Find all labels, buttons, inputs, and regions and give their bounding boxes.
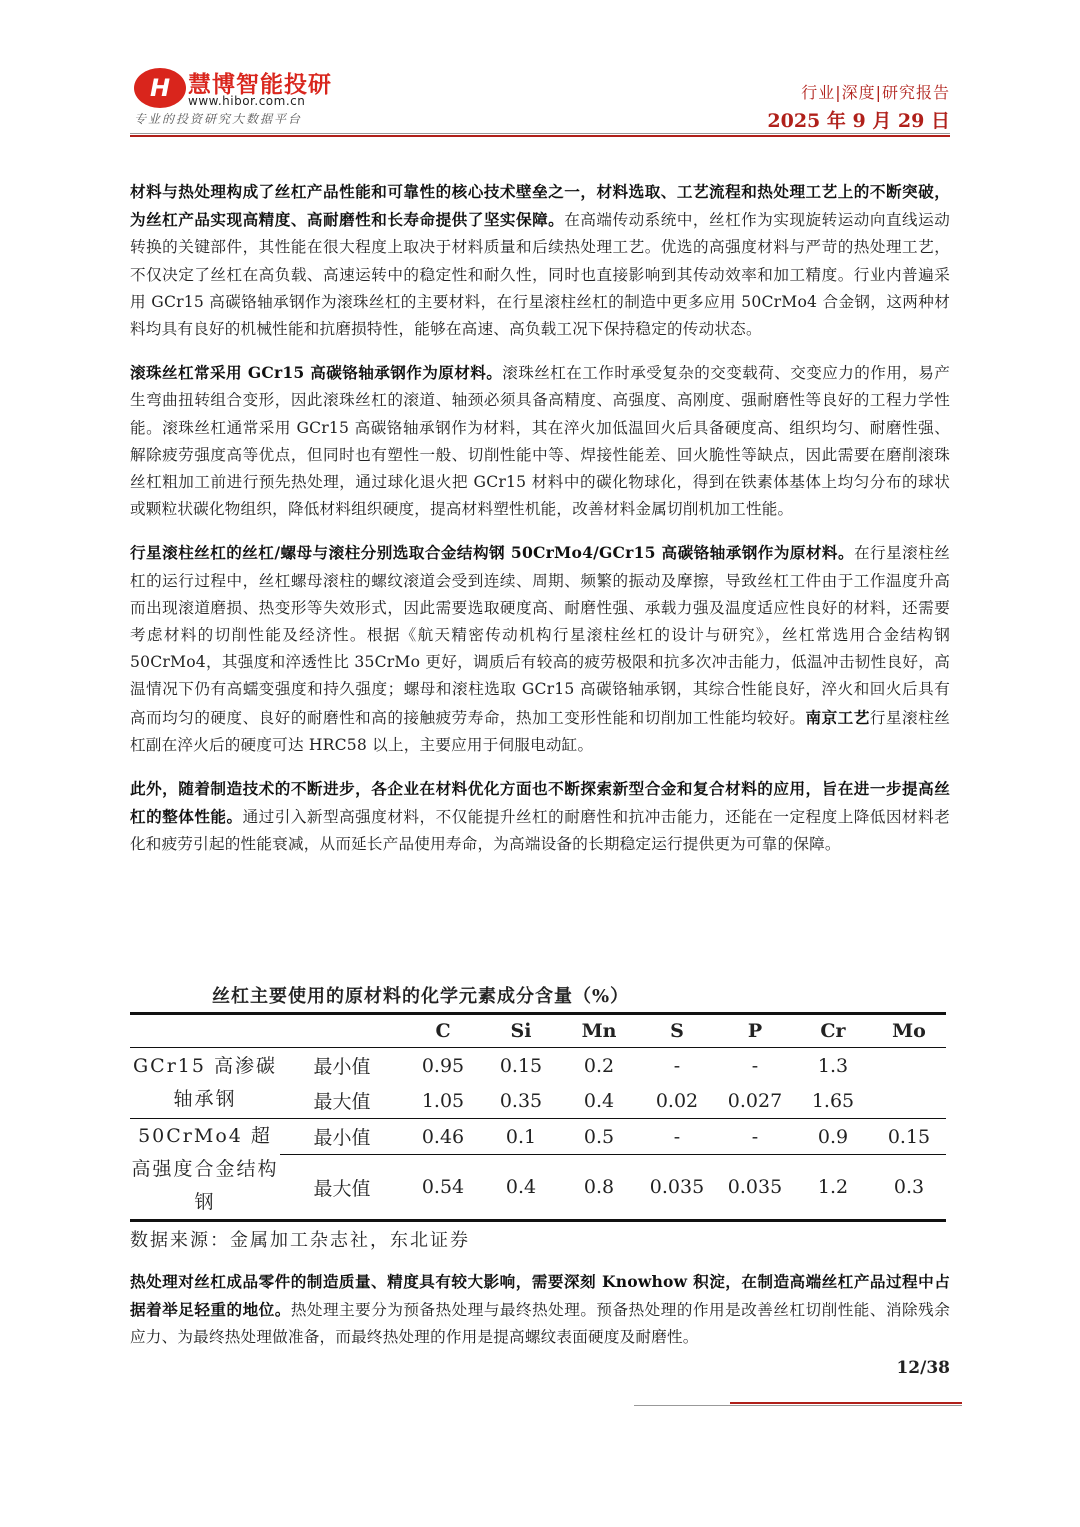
logo-name: 慧博智能投研 bbox=[188, 72, 332, 98]
table-cell: 1.3 bbox=[817, 1054, 849, 1077]
table-cell: 0.3 bbox=[872, 1155, 946, 1221]
table-cell: 0.15 bbox=[872, 1119, 946, 1155]
table-cell: 0.15 bbox=[499, 1054, 543, 1077]
table-cell: 0.95 bbox=[421, 1054, 465, 1077]
table-cell: 0.35 bbox=[482, 1083, 560, 1119]
table-cell: 0.035 bbox=[638, 1155, 716, 1221]
table-cell: - bbox=[751, 1054, 759, 1077]
table-cell: 0.46 bbox=[404, 1119, 482, 1155]
page-header bbox=[0, 0, 1080, 140]
table-header-row bbox=[130, 1014, 946, 1048]
paragraph-text: 在行星滚柱丝杠的运行过程中，丝杠螺母滚柱的螺纹滚道会受到连续、周期、频繁的振动及摩擦，导致丝杠工件由于工作温度升高而出现滚道磨损、热变形等失效形式，因此需要选取硬度高、耐磨性强、承载力强及温度适应性良好的材料，还需要考虑材料的切削性能及经济性。根据《航天精密传动机构行星滚柱丝杠的设计与研究》，丝杠常选用合金结构钢 50CrMo4，其强度和淬透性比 35CrMo 更好，调质后有较高的疲劳极限和抗多次冲击能力，低温冲击韧性良好，高温情况下仍有高蠕变强度和持久强度；螺母和滚柱选取 GCr15 高碳铬轴承钢，其综合性能良好，淬火和回火后具有高而均匀的硬度、良好的耐磨性和高的接触疲劳寿命，热加工变形性能和切削加工性能均较好。 bbox=[130, 544, 951, 727]
paragraph-heat-treatment bbox=[130, 1268, 950, 1352]
header-divider-accent bbox=[130, 135, 950, 137]
company-name: 南京工艺 bbox=[805, 707, 870, 727]
table-row bbox=[130, 1048, 946, 1084]
body-content-continued bbox=[130, 1268, 950, 1368]
column-header: Si bbox=[482, 1014, 560, 1048]
table-cell: 0.02 bbox=[638, 1083, 716, 1119]
paragraph-new-materials bbox=[130, 775, 950, 859]
table-cell: 1.2 bbox=[794, 1155, 872, 1221]
hibor-logo-icon: H bbox=[134, 68, 186, 108]
table-cell: 1.65 bbox=[794, 1083, 872, 1119]
column-header: Mo bbox=[872, 1014, 946, 1048]
material-name: 50CrMo4 超高强度合金结构钢 bbox=[130, 1119, 280, 1221]
paragraph-text: 通过引入新型高强度材料，不仅能提升丝杠的耐磨性和抗冲击能力，还能在一定程度上降低因材料老化和疲劳引起的性能衰减，从而延长产品使用寿命，为高端设备的长期稳定运行提供更为可靠的保障。 bbox=[130, 808, 950, 854]
material-name: GCr15 高渗碳轴承钢 bbox=[130, 1048, 280, 1119]
table-cell: 0.4 bbox=[560, 1083, 638, 1119]
table-cell: 0.9 bbox=[794, 1119, 872, 1155]
paragraph-text: 在高端传动系统中，丝杠作为实现旋转运动向直线运动转换的关键部件，其性能在很大程度上取决于材料质量和后续热处理工艺。优选的高强度材料与严苛的热处理工艺，不仅决定了丝杠在高负载、高速运转中的稳定性和耐久性，同时也直接影响到其传动效率和加工精度。行业内普遍采用 GCr15 高碳铬轴承钢作为滚珠丝杠的主要材料，在行星滚柱丝杠的制造中更多应用 50CrMo4 合金钢，这两种材料均具有良好的机械性能和抗磨损特性，能够在高速、高负载工况下保持稳定的传动状态。 bbox=[130, 211, 950, 339]
table-cell: 0.4 bbox=[482, 1155, 560, 1221]
paragraph-ball-screw bbox=[130, 359, 950, 523]
paragraph-lead: 热处理对丝杠成品零件的制造质量、精度具有较大影响，需要深刻 Knowhow 积淀，在制造高端丝杠产品过程中占据着举足轻重的地位。 bbox=[130, 1272, 950, 1320]
chemical-composition-table bbox=[130, 982, 946, 1252]
column-header: Mn bbox=[560, 1014, 638, 1048]
report-date: 2025 年 9 月 29 日 bbox=[767, 110, 950, 132]
footer-divider-accent bbox=[730, 1402, 962, 1404]
column-header: Cr bbox=[794, 1014, 872, 1048]
paragraph-roller-screw bbox=[130, 539, 950, 759]
table-cell: 0.1 bbox=[482, 1119, 560, 1155]
body-content bbox=[130, 178, 950, 875]
column-header: C bbox=[404, 1014, 482, 1048]
footer-divider bbox=[634, 1405, 962, 1406]
row-label: 最大值 bbox=[280, 1155, 404, 1221]
table-cell: - bbox=[716, 1119, 794, 1155]
row-label: 最小值 bbox=[313, 1056, 371, 1078]
table-title: 丝杠主要使用的原材料的化学元素成分含量（%） bbox=[212, 986, 630, 1007]
row-label: 最小值 bbox=[280, 1119, 404, 1155]
table-cell: - bbox=[638, 1119, 716, 1155]
table-source: 数据来源：金属加工杂志社，东北证券 bbox=[130, 1230, 470, 1251]
table-row bbox=[130, 1119, 946, 1155]
composition-table bbox=[130, 1012, 946, 1222]
paragraph-text: 热处理主要分为预备热处理与最终热处理。预备热处理的作用是改善丝杠切削性能、消除残余应力、为最终热处理做准备，而最终热处理的作用是提高螺纹表面硬度及耐磨性。 bbox=[130, 1301, 950, 1347]
table-cell: - bbox=[673, 1054, 681, 1077]
paragraph-lead: 滚珠丝杠常采用 GCr15 高碳铬轴承钢作为原材料。 bbox=[130, 363, 503, 383]
table-cell: 0.027 bbox=[716, 1083, 794, 1119]
logo-slogan: 专业的投资研究大数据平台 bbox=[134, 112, 303, 126]
table-cell bbox=[872, 1083, 946, 1119]
paragraph-materials bbox=[130, 178, 950, 343]
column-header: P bbox=[716, 1014, 794, 1048]
table-cell: 0.8 bbox=[560, 1155, 638, 1221]
column-header: S bbox=[638, 1014, 716, 1048]
paragraph-lead: 行星滚柱丝杠的丝杠/螺母与滚柱分别选取合金结构钢 50CrMo4/GCr15 高碳铬轴承钢作为原材料。 bbox=[130, 543, 855, 563]
paragraph-text: 滚珠丝杠在工作时承受复杂的交变载荷、交变应力的作用，易产生弯曲扭转组合变形，因此滚珠丝杠的滚道、轴颈必须具备高精度、高强度、高刚度、强耐磨性等良好的工程力学性能。滚珠丝杠通常采用 GCr15 高碳铬轴承钢作为材料，其在淬火加低温回火后具备硬度高、组织均匀、耐磨性强、解除疲劳强度高等优点，但同时也有塑性一般、切削性能中等、焊接性能差、回火脆性等缺点，因此需要在磨削滚珠丝杠粗加工前进行预先热处理，通过球化退火把 GCr15 材料中的碳化物球化，得到在铁素体基体上均匀分布的球状或颗粒状碳化物组织，降低材料组织硬度，提高材料塑性机能，改善材料金属切削机加工性能。 bbox=[130, 364, 950, 519]
table-cell bbox=[872, 1048, 946, 1084]
header-divider bbox=[130, 133, 950, 134]
table-cell: 0.035 bbox=[716, 1155, 794, 1221]
table-cell: 0.2 bbox=[583, 1054, 615, 1077]
table-cell: 1.05 bbox=[404, 1083, 482, 1119]
paragraph-lead: 此外，随着制造技术的不断进步，各企业在材料优化方面也不断探索新型合金和复合材料的应用，旨在进一步提高丝杠的整体性能。 bbox=[130, 779, 950, 827]
table-cell: 0.5 bbox=[560, 1119, 638, 1155]
logo-url: www.hibor.com.cn bbox=[188, 94, 306, 108]
row-label: 最大值 bbox=[280, 1083, 404, 1119]
paragraph-text: 行星滚柱丝杠副在淬火后的硬度可达 HRC58 以上，主要应用于伺服电动缸。 bbox=[130, 708, 950, 754]
table-cell: 0.54 bbox=[404, 1155, 482, 1221]
report-type: 行业|深度|研究报告 bbox=[801, 83, 950, 102]
paragraph-lead: 材料与热处理构成了丝杠产品性能和可靠性的核心技术壁垒之一，材料选取、工艺流程和热处理工艺上的不断突破，为丝杠产品实现高精度、高耐磨性和长寿命提供了坚实保障。 bbox=[130, 182, 950, 230]
page-number: 12/38 bbox=[896, 1358, 950, 1378]
